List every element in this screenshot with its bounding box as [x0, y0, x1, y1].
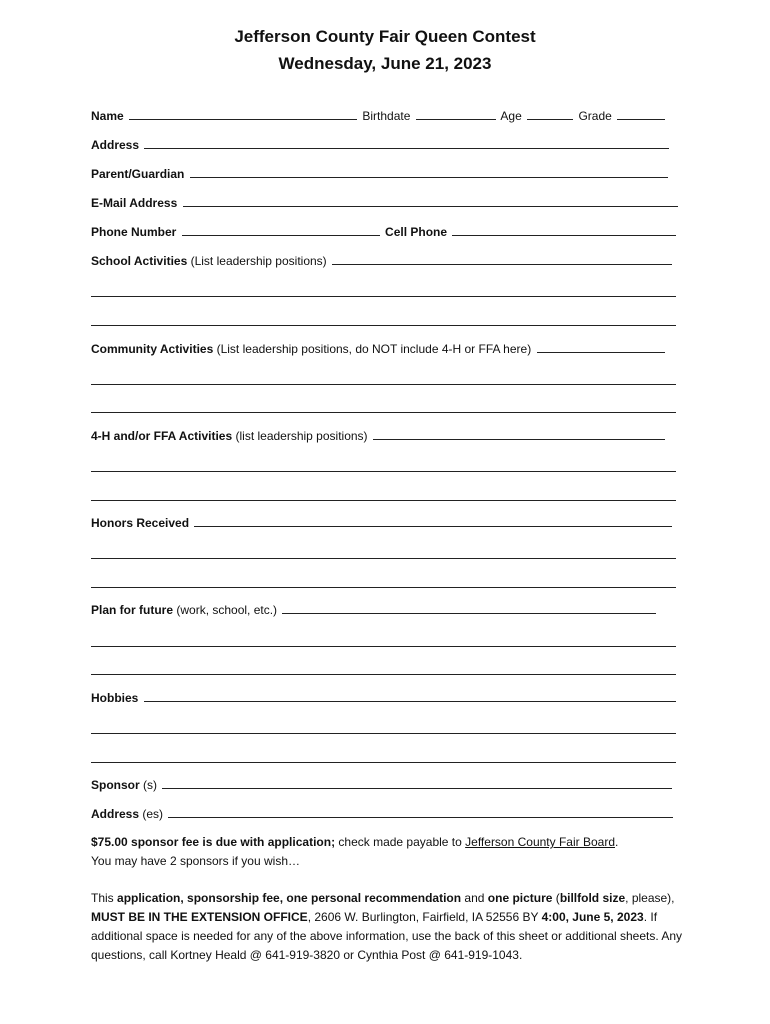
- instr-t1: This: [91, 891, 118, 905]
- community-extra-line-2[interactable]: [91, 412, 676, 413]
- name-label: Name: [91, 109, 124, 123]
- age-field[interactable]: [527, 108, 573, 120]
- hobbies-row: [91, 690, 681, 706]
- school-extra-line-2[interactable]: [91, 325, 676, 326]
- grade-label: Grade: [578, 109, 612, 123]
- honors-extra-line-1[interactable]: [91, 558, 676, 559]
- instr-t3: (: [552, 891, 560, 905]
- instr-b5: 4:00, June 5, 2023: [541, 910, 644, 924]
- fourh-extra-line-2[interactable]: [91, 500, 676, 501]
- phone-row: [91, 224, 681, 240]
- phone-field[interactable]: [182, 224, 380, 236]
- instr-b1: application, sponsorship fee, one personal recommendation: [117, 891, 462, 905]
- parent-field[interactable]: [190, 166, 668, 178]
- plan-note: (work, school, etc.): [176, 603, 278, 617]
- birthdate-field[interactable]: [416, 108, 496, 120]
- school-label: School Activities: [91, 254, 188, 268]
- plan-field[interactable]: [282, 602, 656, 614]
- instr-b3: billfold size: [559, 891, 626, 905]
- sponsor-note: (s): [143, 778, 158, 792]
- instr-t5: , 2606 W. Burlington, Fairfield, IA 52556 BY: [307, 910, 542, 924]
- school-field[interactable]: [332, 253, 672, 265]
- school-row: [91, 253, 681, 269]
- community-row: [91, 341, 681, 357]
- plan-label: Plan for future: [91, 603, 174, 617]
- form-title: Jefferson County Fair Queen Contest: [234, 27, 536, 46]
- hobbies-extra-line-1[interactable]: [91, 733, 676, 734]
- honors-label: Honors Received: [91, 516, 190, 530]
- phone-label: Phone Number: [91, 225, 177, 239]
- cell-field[interactable]: [452, 224, 676, 236]
- community-field[interactable]: [537, 341, 665, 353]
- honors-field[interactable]: [194, 515, 672, 527]
- fourh-field[interactable]: [373, 428, 665, 440]
- honors-row: [91, 515, 681, 531]
- sponsor-count-text: You may have 2 sponsors if you wish…: [91, 854, 300, 868]
- fourh-extra-line-1[interactable]: [91, 471, 676, 472]
- fourh-row: [91, 428, 681, 444]
- hobbies-field[interactable]: [144, 690, 676, 702]
- age-label: Age: [500, 109, 522, 123]
- fee-end-text: .: [615, 835, 619, 849]
- sponsor-address-row: [91, 806, 681, 822]
- parent-label: Parent/Guardian: [91, 167, 185, 181]
- email-field[interactable]: [183, 195, 678, 207]
- sponsor-address-note: (es): [142, 807, 164, 821]
- address-row: [91, 137, 681, 153]
- fourh-note: (list leadership positions): [235, 429, 368, 443]
- address-label: Address: [91, 138, 140, 152]
- school-extra-line-1[interactable]: [91, 296, 676, 297]
- birthdate-label: Birthdate: [362, 109, 411, 123]
- cell-label: Cell Phone: [385, 225, 448, 239]
- community-note: (List leadership positions, do NOT include 4-H or FFA here): [216, 342, 532, 356]
- grade-field[interactable]: [617, 108, 665, 120]
- sponsor-address-field[interactable]: [168, 806, 673, 818]
- plan-extra-line-2[interactable]: [91, 674, 676, 675]
- community-label: Community Activities: [91, 342, 214, 356]
- sponsor-address-label: Address: [91, 807, 140, 821]
- hobbies-label: Hobbies: [91, 691, 139, 705]
- fee-text: check made payable to: [335, 835, 466, 849]
- fee-bold-text: $75.00 sponsor fee is due with application;: [91, 835, 336, 849]
- fourh-label: 4-H and/or FFA Activities: [91, 429, 233, 443]
- instr-t6: . If additional space is needed for any of the above information, use the back of this sheet or additional sheets. Any questions, call Kortney Heald @ 641-919-3820 or Cynthia Post @ 641-919-1043.: [91, 910, 683, 962]
- instructions-paragraph: [91, 889, 691, 965]
- plan-extra-line-1[interactable]: [91, 646, 676, 647]
- instr-b4: MUST BE IN THE EXTENSION OFFICE: [91, 910, 308, 924]
- parent-row: [91, 166, 681, 182]
- sponsor-field[interactable]: [162, 777, 672, 789]
- honors-extra-line-2[interactable]: [91, 587, 676, 588]
- hobbies-extra-line-2[interactable]: [91, 762, 676, 763]
- email-label: E-Mail Address: [91, 196, 178, 210]
- plan-row: [91, 602, 681, 618]
- instr-b2: one picture: [487, 891, 553, 905]
- contest-date: Wednesday, June 21, 2023: [278, 54, 492, 73]
- instr-t4: , please),: [625, 891, 675, 905]
- address-field[interactable]: [144, 137, 669, 149]
- email-row: [91, 195, 681, 211]
- school-note: (List leadership positions): [190, 254, 327, 268]
- community-extra-line-1[interactable]: [91, 384, 676, 385]
- fee-paragraph: [91, 833, 691, 871]
- instr-t2: and: [461, 891, 488, 905]
- name-row: [91, 108, 681, 124]
- sponsor-label: Sponsor: [91, 778, 140, 792]
- payee-text: Jefferson County Fair Board: [465, 835, 615, 849]
- name-field[interactable]: [129, 108, 357, 120]
- sponsor-row: [91, 777, 681, 793]
